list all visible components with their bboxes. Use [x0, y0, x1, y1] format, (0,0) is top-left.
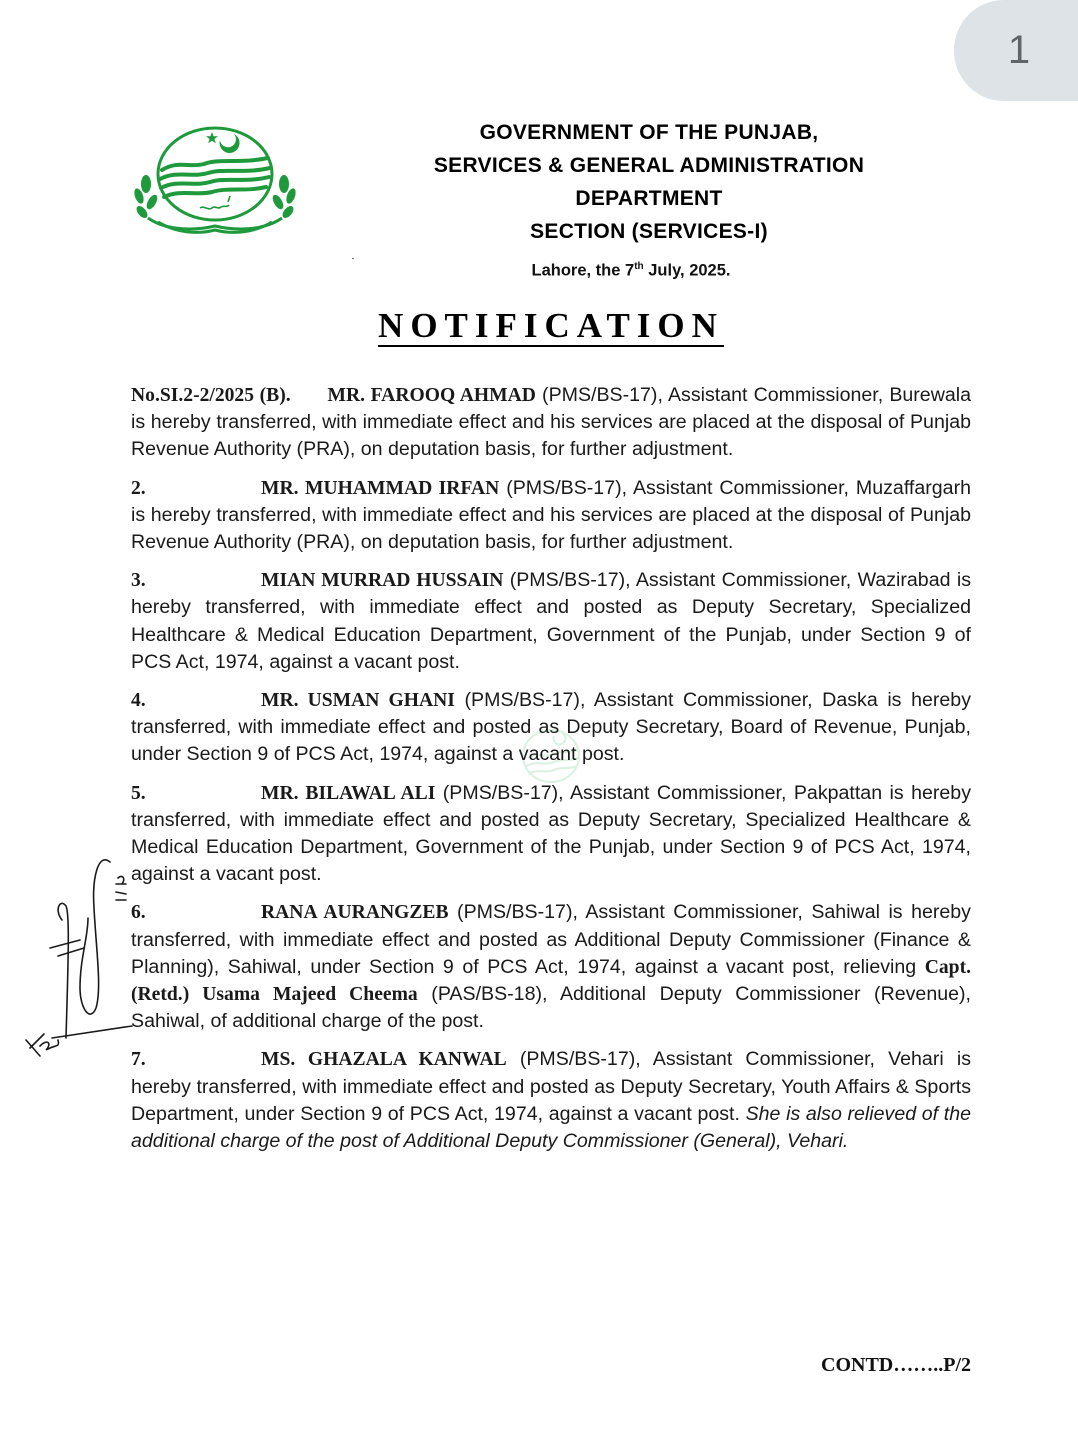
date-rest: July, 2025. — [643, 261, 731, 280]
issue-date — [324, 261, 938, 281]
date-ordinal: th — [634, 261, 644, 272]
officer-name: MS. GHAZALA KANWAL — [261, 1049, 507, 1071]
paragraph-number: 7. — [131, 1049, 146, 1071]
five-rivers-icon — [160, 158, 270, 197]
officer-name: RANA AURANGZEB — [261, 902, 449, 924]
relieved-officer-name: Capt. (Retd.) Usama Majeed Cheema — [131, 956, 971, 1006]
order-paragraph-6 — [131, 899, 971, 1035]
continued-marker: CONTD……..P/2 — [821, 1354, 971, 1376]
notification-title — [0, 307, 1078, 347]
page-number-badge — [954, 0, 1078, 101]
paragraph-number: 3. — [131, 570, 146, 592]
order-text: (PMS/BS-17), Assistant Commissioner, Daska is hereby transferred, with immediate effect and posted as Deputy Secretary, Board of Revenue, Punjab, under Section 9 of PCS Act, 1974, against a vacant post. — [131, 689, 971, 766]
punjab-emblem-logo — [128, 122, 302, 238]
officer-name: MR. MUHAMMAD IRFAN — [261, 477, 500, 499]
header-line-department: DEPARTMENT — [575, 187, 723, 210]
officer-name: MR. BILAWAL ALI — [261, 782, 436, 804]
paragraph-number: 6. — [131, 902, 146, 924]
order-paragraph-2 — [131, 475, 971, 557]
order-text: (PMS/BS-17), Assistant Commissioner, Sahiwal is hereby transferred, with immediate effect and posted as Additional Deputy Commissioner (Finance & Planning), Sahiwal, under Section 9 of PCS Act, 1974, against a vacant post, relieving — [131, 901, 971, 978]
order-paragraph-1 — [131, 382, 971, 464]
paragraph-number: 4. — [131, 690, 146, 712]
notification-title-text: NOTIFICATION — [378, 306, 724, 345]
order-paragraph-4 — [131, 687, 971, 769]
order-text: (PMS/BS-17), Assistant Commissioner, Wazirabad is hereby transferred, with immediate effect and posted as Deputy Secretary, Specialized Healthcare & Medical Education Department, Government of the Punjab, under Section 9 of PCS Act, 1974, against a vacant post. — [131, 569, 971, 673]
order-paragraph-5 — [131, 780, 971, 889]
header-line-government: GOVERNMENT OF THE PUNJAB, — [479, 121, 819, 144]
scan-speck — [352, 258, 354, 259]
crescent-star-icon — [206, 132, 240, 153]
order-text-continued: (PAS/BS-18), Additional Deputy Commissioner (Revenue), Sahiwal, of additional charge of the post. — [131, 983, 971, 1033]
header-line-section: SECTION (SERVICES-I) — [530, 220, 768, 243]
letterhead — [360, 116, 938, 281]
officer-name: MIAN MURRAD HUSSAIN — [261, 570, 504, 592]
officer-name: MR. USMAN GHANI — [261, 690, 455, 712]
order-text: (PMS/BS-17), Assistant Commissioner, Burewala is hereby transferred, with immediate effect and his services are placed at the disposal of Punjab Revenue Authority (PRA), on deputation basis, for further adjustment. — [131, 384, 972, 461]
order-paragraph-3 — [131, 567, 971, 676]
page-number: 1 — [1007, 28, 1031, 72]
date-prefix: Lahore, the 7 — [531, 261, 635, 280]
paragraph-number: 5. — [131, 782, 146, 804]
paragraph-number: 2. — [131, 477, 146, 499]
urdu-inscription — [200, 196, 230, 209]
officer-name: MR. FAROOQ AHMAD — [327, 385, 536, 406]
order-text: (PMS/BS-17), Assistant Commissioner, Pakpattan is hereby transferred, with immediate effect and posted as Deputy Secretary, Specialized Healthcare & Medical Education Department, Government of the Punjab, under Section 9 of PCS Act, 1974, against a vacant post. — [131, 781, 971, 886]
notification-body — [131, 382, 971, 1166]
handwritten-signature-icon — [22, 848, 142, 1068]
notification-number: No.SI.2-2/2025 (B). — [131, 385, 291, 406]
order-text: (PMS/BS-17), Assistant Commissioner, Vehari is hereby transferred, with immediate effect and posted as Deputy Secretary, Youth Affairs & Sports Department, under Section 9 of PCS Act, 1974, against a vacant post. — [131, 1048, 971, 1125]
header-line-department-name: SERVICES & GENERAL ADMINISTRATION — [433, 154, 865, 177]
order-text: (PMS/BS-17), Assistant Commissioner, Muzaffargarh is hereby transferred, with immediate effect and his services are placed at the disposal of Punjab Revenue Authority (PRA), on deputation basis, for further adjustment. — [131, 476, 971, 554]
additional-charge-note: She is also relieved of the additional charge of the post of Additional Deputy Commissioner (General), Vehari. — [131, 1102, 971, 1153]
order-paragraph-7 — [131, 1046, 971, 1155]
